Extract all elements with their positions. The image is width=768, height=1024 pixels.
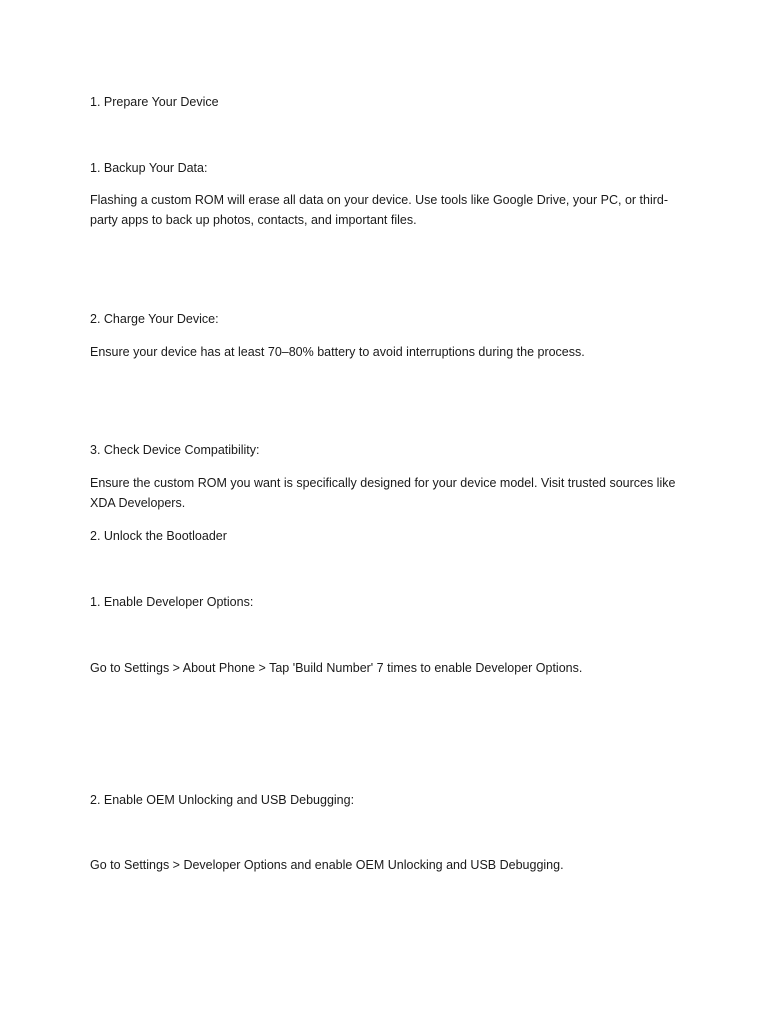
step-text-backup-data: Flashing a custom ROM will erase all data on your device. Use tools like Google Drive, your PC, or third-party apps to back up photos, contacts, and important files.	[90, 193, 669, 227]
step-title-backup-data: 1. Backup Your Data:	[90, 161, 208, 175]
section-heading-prepare-device: 1. Prepare Your Device	[90, 95, 219, 109]
step-title-charge-device: 2. Charge Your Device:	[90, 312, 219, 326]
section-heading-unlock-bootloader: 2. Unlock the Bootloader	[90, 529, 227, 543]
step-title-enable-oem-unlocking: 2. Enable OEM Unlocking and USB Debugging:	[90, 793, 355, 807]
step-title-check-compatibility: 3. Check Device Compatibility:	[90, 443, 260, 457]
step-text-enable-developer-options: Go to Settings > About Phone > Tap 'Build Number' 7 times to enable Developer Options.	[90, 661, 583, 675]
step-text-charge-device: Ensure your device has at least 70–80% battery to avoid interruptions during the process.	[90, 345, 585, 359]
step-text-enable-oem-unlocking: Go to Settings > Developer Options and enable OEM Unlocking and USB Debugging.	[90, 858, 564, 872]
step-title-enable-developer-options: 1. Enable Developer Options:	[90, 595, 254, 609]
step-text-check-compatibility: Ensure the custom ROM you want is specifically designed for your device model. Visit trusted sources like XDA Developers.	[90, 476, 676, 510]
